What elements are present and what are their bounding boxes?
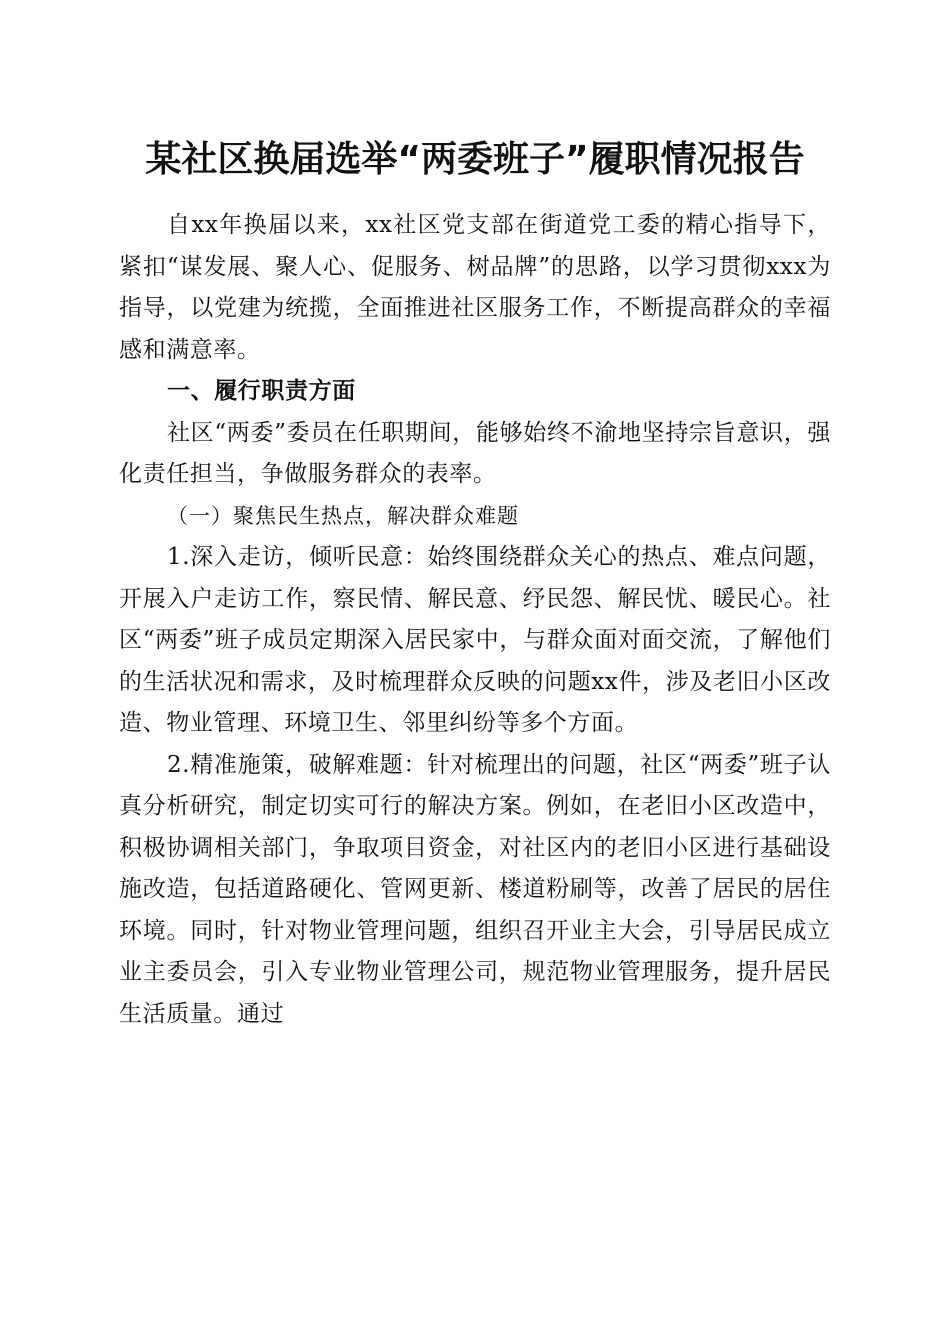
- section-heading-duties: 一、履行职责方面: [167, 378, 356, 404]
- item-paragraph-measures: 2.精准施策，破解难题：针对梳理出的问题，社区“两委”班子认真分析研究，制定切实可行的解决方案。例如，在老旧小区改造中，积极协调相关部门，争取项目资金，对社区内的老旧小区进行基础设施改造，包括道路硬化、管网更新、楼道粉刷等，改善了居民的居住环境。同时，针对物业管理问题，组织召开业主大会，引导居民成立业主委员会，引入专业物业管理公司，规范物业管理服务，提升居民生活质量。通过: [119, 751, 831, 1027]
- duties-paragraph: 社区“两委”委员在任职期间，能够始终不渝地坚持宗旨意识，强化责任担当，争做服务群众的表率。: [119, 419, 831, 487]
- subsection-heading-livelihood: （一）聚焦民生热点，解决群众难题: [167, 503, 519, 528]
- intro-paragraph: 自xx年换届以来，xx社区党支部在街道党工委的精心指导下，紧扣“谋发展、聚人心、促服务、树品牌”的思路，以学习贯彻xxx为指导，以党建为统揽，全面推进社区服务工作，不断提高群众的幸福感和满意率。: [119, 212, 831, 363]
- document-title: 某社区换届选举“两委班子”履职情况报告: [145, 139, 805, 180]
- item-paragraph-visits: 1.深入走访，倾听民意：始终围绕群众关心的热点、难点问题，开展入户走访工作，察民情、解民意、纾民怨、解民忧、暖民心。社区“两委”班子成员定期深入居民家中，与群众面对面交流，了解他们的生活状况和需求，及时梳理群众反映的问题xx件，涉及老旧小区改造、物业管理、环境卫生、邻里纠纷等多个方面。: [119, 544, 831, 736]
- document-body: [119, 205, 831, 1035]
